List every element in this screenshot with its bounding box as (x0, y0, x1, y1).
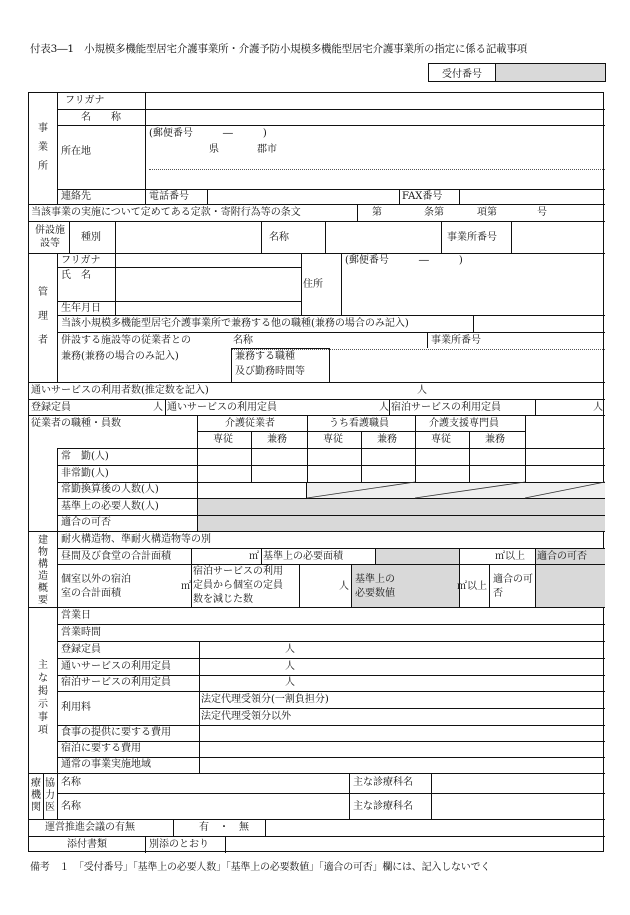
section-kyoryoku-1: 協力医 (45, 778, 55, 813)
label-staff: 従業者の職種・員数 (31, 418, 121, 429)
shade-ok-value (535, 564, 605, 607)
label-capacity-1: 宿泊サービスの利用 (193, 566, 283, 577)
section-building: 建物構造概要 (38, 535, 48, 606)
keiji-meal-cost: 食事の提供に要する費用 (61, 727, 171, 738)
kaigi-value[interactable]: 有 ・ 無 (199, 822, 249, 833)
label-structure: 耐火構造物、準耐火構造物等の別 (61, 534, 211, 545)
label-heisetsu-name: 名称 (269, 232, 289, 243)
label-kanrisha-birth: 生年月日 (61, 303, 101, 314)
teikan-jo: 条第 (424, 207, 444, 218)
label-std-value-2: 必要数値 (355, 588, 395, 599)
label-ok-value-2: 否 (493, 588, 503, 599)
shade-std-area (375, 548, 459, 564)
footnote: 備考 １ 「受付番号」「基準上の必要人数」「基準上の必要数値」「適合の可否」欄には、記入しないでく (30, 862, 491, 873)
teikan-ko: 項第 (477, 207, 497, 218)
label-shukuhaku-capacity: 宿泊サービスの利用定員 (391, 402, 501, 413)
header-kaigo-staff: 介護従業者 (225, 418, 275, 429)
keiji-stay-cost: 宿泊に要する費用 (61, 743, 141, 754)
std-value-unit: ㎡以上 (457, 581, 487, 592)
header-kaigo-full: 専従 (213, 434, 233, 445)
keiji-fee-1: 法定代理受領分(一割負担分) (201, 694, 329, 705)
jigyosho-pref: 県 (209, 144, 219, 155)
label-kanrisha-hours: 及び勤務時間等 (235, 366, 305, 377)
label-jigyosho-name: 名 称 (81, 112, 121, 123)
label-kanrisha-office-no: 事業所番号 (431, 335, 481, 346)
label-jigyosho-fax: FAX番号 (402, 191, 443, 202)
label-ok-value-1: 適合の可 (493, 574, 533, 585)
label-kanrisha-facility: 併設する施設等の従業者との (61, 335, 191, 346)
keiji-fee: 利用料 (61, 702, 91, 713)
receipt-number-box (428, 63, 606, 82)
keiji-business-days: 営業日 (61, 610, 91, 621)
kanrisha-postal: (郵便番号 ― ) (345, 255, 463, 266)
label-ok-area: 適合の可否 (537, 551, 587, 562)
section-kyoryoku-2: 療機関 (31, 778, 41, 813)
label-capacity-3: 数を減じた数 (193, 594, 253, 605)
keiji-business-hours: 営業時間 (61, 627, 101, 638)
kyoryoku-dept-2: 主な診療科名 (353, 801, 413, 812)
header-cm-part: 兼務 (485, 434, 505, 445)
receipt-number-field[interactable] (496, 64, 605, 81)
header-care-manager: 介護支援専門員 (429, 418, 499, 429)
row-parttime: 非常勤(人) (61, 468, 109, 479)
label-reg-capacity: 登録定員 (31, 402, 71, 413)
kyoryoku-name-2: 名称 (61, 801, 81, 812)
teikan-go: 号 (537, 207, 547, 218)
kyoryoku-name-1: 名称 (61, 777, 81, 788)
header-kaigo-part: 兼務 (267, 434, 287, 445)
capacity-unit: 人 (339, 581, 349, 592)
jigyosho-postal: (郵便番号 ― ) (149, 128, 267, 139)
label-std-value-1: 基準上の (355, 574, 395, 585)
shade-ok-people (197, 515, 605, 531)
receipt-number-label: 受付番号 (429, 64, 496, 81)
keiji-reg-unit: 人 (285, 644, 295, 655)
shukuhaku-capacity-unit: 人 (593, 402, 603, 413)
label-kanrisha-concurrent2: 兼務(兼務の場合のみ記入) (61, 351, 179, 362)
std-area-unit: ㎡以上 (495, 551, 525, 562)
section-keiji: 主な掲示事項 (38, 660, 48, 736)
kayoi-capacity-unit: 人 (379, 402, 389, 413)
tenpu-value: 別添のとおり (149, 839, 209, 850)
row-fulltime: 常 勤(人) (61, 451, 109, 462)
section-jigyosho: 事業所 (38, 123, 48, 172)
jigyosho-city: 郡市 (257, 144, 277, 155)
label-jigyosho-furigana: フリガナ (65, 95, 105, 106)
keiji-reg-capacity: 登録定員 (61, 644, 101, 655)
label-jigyosho-phone: 電話番号 (149, 191, 189, 202)
row-ok-people: 適合の可否 (61, 517, 111, 528)
row-std-people: 基準上の必要人数(人) (61, 501, 159, 512)
label-heisetsu-office-no: 事業所番号 (447, 232, 497, 243)
label-room-area-2: 室の合計面積 (61, 588, 121, 599)
header-kango-part: 兼務 (377, 434, 397, 445)
label-kanrisha-concurrent: 当該小規模多機能型居宅介護事業所で兼務する他の職種(兼務の場合のみ記入) (61, 318, 409, 329)
keiji-shukuhaku-capacity: 宿泊サービスの利用定員 (61, 677, 171, 688)
label-teikan: 当該事業の実施について定めてある定款・寄附行為等の条文 (31, 207, 301, 218)
label-room-area-1: 個室以外の宿泊 (61, 574, 131, 585)
room-area-unit: ㎡ (181, 581, 191, 592)
kansan-diagonal-lines (307, 482, 605, 498)
kayoi-users-unit: 人 (417, 385, 427, 396)
label-tenpu: 添付書類 (67, 839, 107, 850)
keiji-fee-2: 法定代理受領分以外 (201, 711, 291, 722)
label-kanrisha-furigana: フリガナ (61, 255, 101, 266)
label-kanrisha-address: 住所 (303, 279, 323, 290)
label-kaigi: 運営推進会議の有無 (45, 822, 135, 833)
shade-std-people (197, 498, 605, 515)
keiji-shukuhaku-unit: 人 (285, 677, 295, 688)
teikan-dai: 第 (372, 207, 382, 218)
section-kanrisha: 管理者 (38, 287, 48, 346)
keiji-service-area: 通常の事業実施地域 (61, 759, 151, 770)
keiji-kayoi-unit: 人 (285, 661, 295, 672)
label-kanrisha-name: 氏 名 (61, 270, 91, 281)
header-cm-full: 専従 (431, 434, 451, 445)
label-kayoi-users: 通いサービスの利用者数(推定数を記入) (31, 385, 209, 396)
day-area-unit: ㎡ (249, 551, 259, 562)
reg-capacity-unit: 人 (153, 402, 163, 413)
kyoryoku-dept-1: 主な診療科名 (353, 777, 413, 788)
label-heisetsu: 併設施設等 (35, 225, 65, 249)
row-kansan: 常勤換算後の人数(人) (61, 484, 159, 495)
application-form (28, 92, 604, 852)
label-kanrisha-facility-name: 名称 (233, 335, 253, 346)
label-capacity-2: 定員から個室の定員 (193, 580, 283, 591)
keiji-kayoi-capacity: 通いサービスの利用定員 (61, 661, 171, 672)
label-day-area: 昼間及び食堂の合計面積 (61, 551, 171, 562)
label-jigyosho-contact: 連絡先 (61, 191, 91, 202)
label-std-area: 基準上の必要面積 (263, 551, 343, 562)
header-kango-staff: うち看護職員 (329, 418, 389, 429)
label-kayoi-capacity: 通いサービスの利用定員 (167, 402, 277, 413)
form-title: 付表3―1 小規模多機能型居宅介護事業所・介護予防小規模多機能型居宅介護事業所の指定に係る記載事項 (30, 43, 528, 55)
label-jigyosho-address: 所在地 (61, 146, 91, 157)
label-heisetsu-kind: 種別 (81, 232, 101, 243)
header-kango-full: 専従 (323, 434, 343, 445)
label-kanrisha-job: 兼務する職種 (235, 351, 295, 362)
